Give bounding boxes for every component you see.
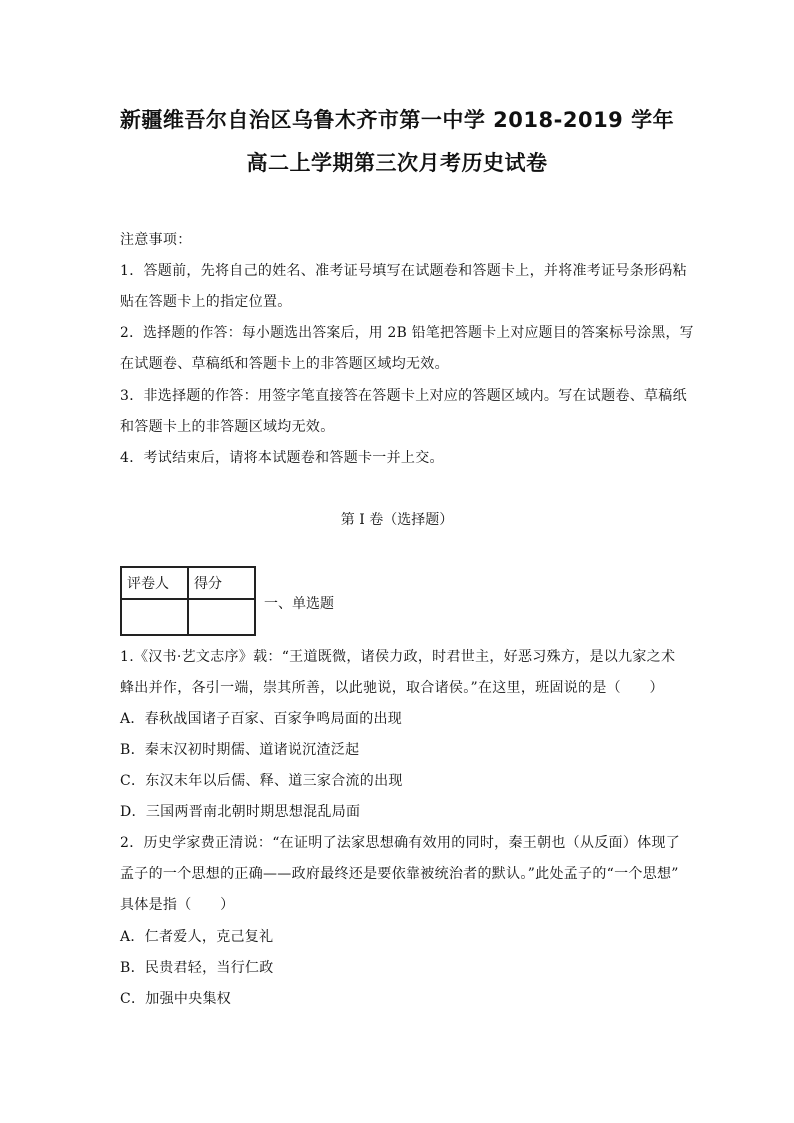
notice-line: 贴在答题卡上的指定位置。: [120, 294, 292, 310]
exam-title-line-2: 高二上学期第三次月考历史试卷: [246, 151, 548, 175]
exam-title-line-1: 新疆维吾尔自治区乌鲁木齐市第一中学 2018-2019 学年: [119, 108, 675, 132]
notice-line: 和答题卡上的非答题区域均无效。: [120, 419, 335, 435]
question-2-option-c: C．加强中央集权: [120, 991, 232, 1007]
score-table-grader-cell: [121, 599, 188, 635]
question-1-stem: 1.《汉书·艺文志序》载：“王道既微，诸侯力政，时君世主，好恶习殊方，是以九家之术: [120, 649, 676, 665]
question-2-stem: 孟子的一个思想的正确——政府最终还是要依靠被统治者的默认。”此处孟子的“一个思想”: [120, 866, 679, 882]
question-1-option-a: A．春秋战国诸子百家、百家争鸣局面的出现: [120, 711, 403, 727]
score-table-score-cell: [188, 599, 255, 635]
notice-line: 1．答题前，先将自己的姓名、准考证号填写在试题卷和答题卡上，并将准考证号条形码粘: [120, 263, 687, 279]
question-2-option-b: B．民贵君轻，当行仁政: [120, 960, 274, 976]
question-1-option-c: C．东汉末年以后儒、释、道三家合流的出现: [120, 773, 403, 789]
score-table-grader-header: 评卷人: [121, 567, 188, 599]
score-table: [120, 566, 256, 636]
question-2-stem: 具体是指（ ）: [120, 897, 235, 913]
question-2-stem: 2．历史学家费正清说：“在证明了法家思想确有效用的同时，秦王朝也（从反面）体现了: [120, 835, 681, 851]
question-2-option-a: A．仁者爱人，克己复礼: [120, 929, 274, 945]
question-1-option-b: B．秦末汉初时期儒、道诸说沉渣泛起: [120, 742, 360, 758]
notice-heading: 注意事项：: [120, 232, 192, 248]
notice-line: 在试题卷、草稿纸和答题卡上的非答题区域均无效。: [120, 356, 449, 372]
notice-line: 3．非选择题的作答：用签字笔直接答在答题卡上对应的答题区域内。写在试题卷、草稿纸: [120, 388, 687, 404]
notice-line: 2．选择题的作答：每小题选出答案后，用 2B 铅笔把答题卡上对应题目的答案标号涂黑，写: [120, 325, 694, 341]
notice-line: 4．考试结束后，请将本试题卷和答题卡一并上交。: [120, 450, 444, 466]
part-title: 第 I 卷（选择题）: [340, 512, 454, 528]
question-1-option-d: D．三国两晋南北朝时期思想混乱局面: [120, 804, 361, 820]
section-title: 一、单选题: [264, 596, 334, 612]
question-1-stem: 蜂出并作，各引一端，崇其所善，以此驰说，取合诸侯。”在这里，班固说的是（ ）: [120, 680, 664, 696]
score-table-score-header: 得分: [188, 567, 255, 599]
